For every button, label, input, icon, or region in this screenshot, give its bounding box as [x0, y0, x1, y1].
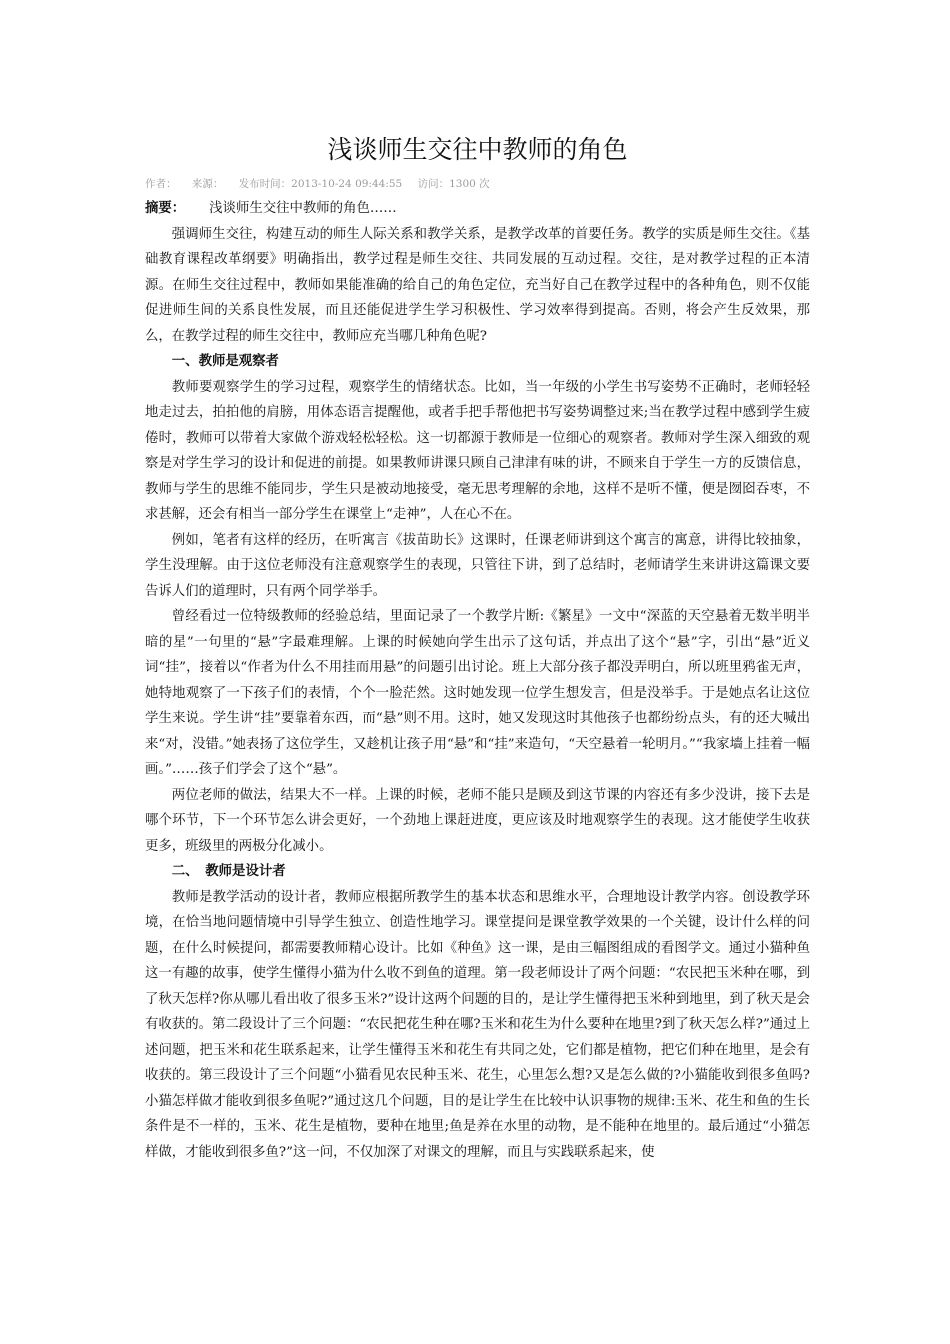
article-title: 浅谈师生交往中教师的角色	[327, 135, 628, 164]
meta-author: 作者：	[145, 178, 177, 190]
paragraph: 强调师生交往，构建互动的师生人际关系和教学关系，是教学改革的首要任务。教学的实质是师生交往。《基础教育课程改革纲要》明确指出，教学过程是师生交往、共同发展的互动过程。交往，是对教学过程的正本清源。在师生交往过程中，教师如果能准确的给自己的角色定位，充当好自己在教学过程中的各种角色，则不仅能促进师生间的关系良性发展，而且还能促进学生学习积极性、学习效率得到提高。否则，将会产生反效果，那么，在教学过程的师生交往中，教师应充当哪几种角色呢?	[145, 226, 810, 344]
paragraph: 两位老师的做法，结果大不一样。上课的时候，老师不能只是顾及到这节课的内容还有多少没讲，接下去是哪个环节，下一个环节怎么讲会更好，一个劲地上课赶进度，更应该及时地观察学生的表现。这才能使学生收获更多，班级里的两极分化减小。	[145, 787, 810, 854]
meta-source: 来源：	[191, 178, 224, 190]
paragraph: 教师是教学活动的设计者，教师应根据所教学生的基本状态和思维水平，合理地设计教学内容。创设教学环境，在恰当地问题情境中引导学生独立、创造性地学习。课堂提问是课堂教学效果的一个关键，设计什么样的问题，在什么时候提问，都需要教师精心设计。比如《种鱼》这一课，是由三幅图组成的看图学文。通过小猫种鱼这一有趣的故事，使学生懂得小猫为什么收不到鱼的道理。第一段老师设计了两个问题：“农民把玉米种在哪，到了秋天怎样?你从哪儿看出收了很多玉米?”设计这两个问题的目的，是让学生懂得把玉米种到地里，到了秋天是会有收获的。第二段设计了三个问题：“农民把花生种在哪?玉米和花生为什么要种在地里?到了秋天怎么样?”通过上述问题，把玉米和花生联系起来，让学生懂得玉米和花生有共同之处，它们都是植物，把它们种在地里，是会有收获的。第三段设计了三个问题“小猫看见农民种玉米、花生，心里怎么想?又是怎么做的?小猫能收到很多鱼吗?小猫怎样做才能收到很多鱼呢?”通过这几个问题，目的是让学生在比较中认识事物的规律:玉米、花生和鱼的生长条件是不一样的，玉米、花生是植物，要种在地里;鱼是养在水里的动物，是不能种在地里的。最后通过“小猫怎样做，才能收到很多鱼?”这一问，不仅加深了对课文的理解，而且与实践联系起来，使	[145, 889, 810, 1160]
article	[145, 130, 810, 1165]
section-heading: 一、教师是观察者	[171, 353, 279, 369]
paragraph: 教师要观察学生的学习过程，观察学生的情绪状态。比如，当一年级的小学生书写姿势不正确时，老师轻轻地走过去，拍拍他的肩膀，用体态语言提醒他，或者手把手帮他把书写姿势调整过来;当在教学过程中感到学生疲倦时，教师可以带着大家做个游戏轻松轻松。这一切都源于教师是一位细心的观察者。教师对学生深入细致的观察是对学生学习的设计和促进的前提。如果教师讲课只顾自己津津有味的讲，不顾来自于学生一方的反馈信息，教师与学生的思维不能同步，学生只是被动地接受，毫无思考理解的余地，这样不是听不懂，便是囫囵吞枣，不求甚解，还会有相当一部分学生在课堂上“走神”，人在心不在。	[145, 379, 810, 522]
section-heading: 二、 教师是设计者	[171, 863, 286, 879]
article-meta	[145, 174, 810, 194]
paragraph: 曾经看过一位特级教师的经验总结，里面记录了一个教学片断:《繁星》一文中“深蓝的天空悬着无数半明半暗的星”一句里的“悬”字最难理解。上课的时候她向学生出示了这句话，并点出了这个“悬”字，引出“悬”近义词“挂”，接着以“作者为什么不用挂而用悬”的问题引出讨论。班上大部分孩子都没弄明白，所以班里鸦雀无声，她特地观察了一下孩子们的表情，个个一脸茫然。这时她发现一位学生想发言，但是没举手。于是她点名让这位学生来说。学生讲“挂”要靠着东西，而“悬”则不用。这时，她又发现这时其他孩子也都纷纷点头，有的还大喊出来“对，没错。”她表扬了这位学生，又趁机让孩子用“悬”和“挂”来造句，“天空悬着一轮明月。”“我家墙上挂着一幅画。”……孩子们学会了这个“悬”。	[145, 609, 810, 777]
paragraph: 例如，笔者有这样的经历，在听寓言《拔苗助长》这课时，任课老师讲到这个寓言的寓意，讲得比较抽象，学生没理解。由于这位老师没有注意观察学生的表现，只管往下讲，到了总结时，老师请学生来讲讲这篇课文要告诉人们的道理时，只有两个同学举手。	[145, 532, 810, 599]
abstract-label: 摘要：	[145, 200, 186, 216]
article-body	[145, 196, 810, 1165]
abstract	[145, 196, 810, 222]
meta-publish-time: 发布时间：2013-10-24 09:44:55	[238, 178, 403, 190]
abstract-text: 浅谈师生交往中教师的角色……	[209, 201, 397, 216]
meta-visits: 访问：1300 次	[417, 178, 490, 190]
